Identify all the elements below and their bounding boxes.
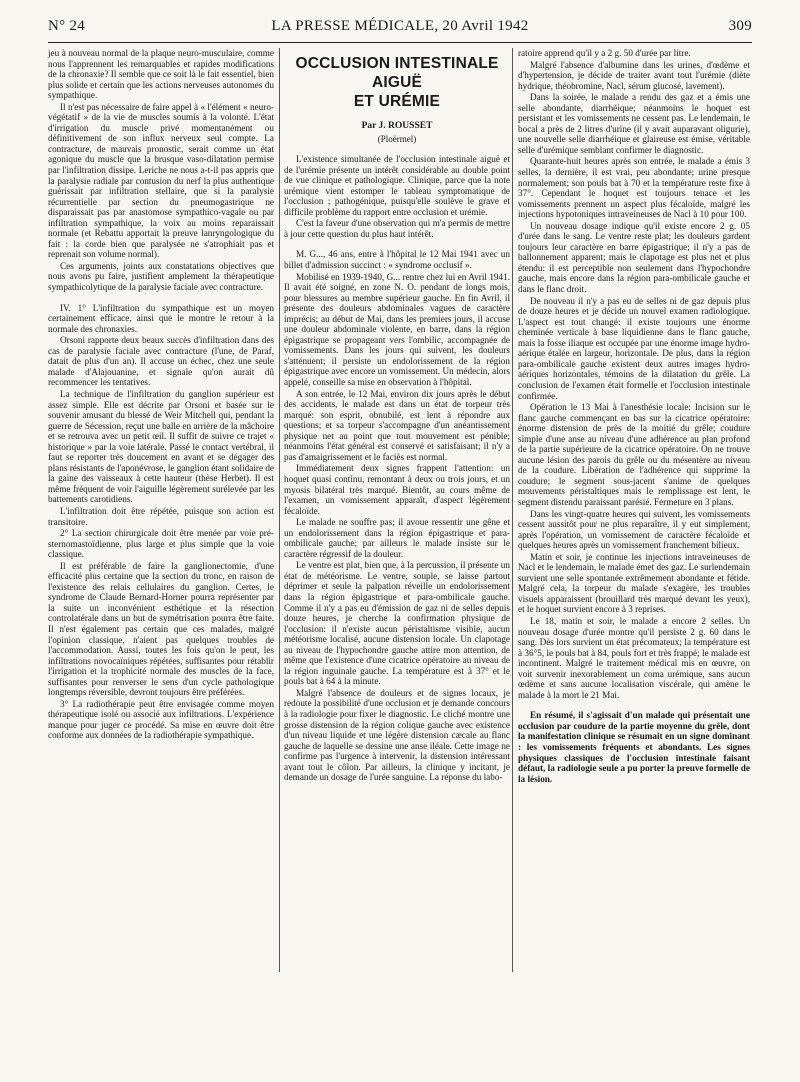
- paragraph: 2° La section chirurgicale doit être menée par voie pré-sternomastoïdienne, plus large et plus simple que la voie classique.: [48, 528, 274, 560]
- running-header: [48, 16, 752, 43]
- paragraph: Malgré l'absence de douleurs et de signes locaux, je redoute la possibilité d'une occlusion et je demande concours à la radiologie pour fixer le diagnostic. Le cliché montre une grosse distension de la région colique gauche avec existence d'un niveau liquide et une légère distension cæcale au flanc gauche de laquelle se dessine une anse iléale. Cette image ne confirme pas l'urgence à intervenir, la distension intéressant avant tout le côlon. Par ailleurs, la clinique y incitant, je demande un dosage de l'urée sanguine. La réponse du labo-: [284, 687, 510, 783]
- paragraph: La technique de l'infiltration du ganglion supérieur est assez simple. Elle est décrite par Orsoni et basée sur le souvenir amusant du blessé de Weir Mitchell qui, pendant la guerre de Sécession, reçut une balle en arrière de la mâchoire et se retrouva avec un petit œil. Il suffit de suivre ce trajet « historique » par la voie latérale. Passé le contact vertébral, il faut se reporter très doucement en avant et se dégager des plans résistants de l'aponévrose, le ganglion étant solidaire de la gaine des vaisseaux à cette hauteur (thèse Herbet). Il est même fréquent de voir l'aiguille légèrement surélevée par les battements carotidiens.: [48, 388, 274, 505]
- paragraph: M. G..., 46 ans, entre à l'hôpital le 12 Mai 1941 avec un billet d'admission succinct : « syndrome occlusif ».: [284, 249, 510, 271]
- paragraph: IV. 1° L'infiltration du sympathique est un moyen certainement efficace, ainsi que le montre le retour à la normale des chronaxies.: [48, 302, 274, 334]
- paragraph: Le ventre est plat, bien que, à la percussion, il présente un état de météorisme. Le ventre, souple, se laisse partout déprimer et seule la palpation réveille un endolorissement dans la région épigastrique et para-ombilicale gauche. Comme il n'y a pas eu d'émission de gaz ni de selles depuis douze heures, je cherche la confirmation physique de l'occlusion: il n'existe aucun péristaltisme visible, aucun météorisme localisé, aucune distension locale. Un clapotage au niveau de l'hypochondre gauche attire mon attention, de même que l'existence d'une cicatrice opératoire au niveau de la région inguinale gauche. La température est à 37° et le pouls bat à 64 à la minute.: [284, 560, 510, 687]
- article-title-line-3: ET URÉMIE: [353, 93, 441, 110]
- page-number: 309: [728, 18, 752, 34]
- paragraph: Le 18, matin et soir, le malade a encore 2 selles. Un nouveau dosage d'urée montre qu'il persiste 2 g. 60 dans le sang. Dès lors survient un état précomateux; la température est à 36°5, le pouls bat à 84, pouls fort et très frappé; le malade est incontinent. Malgré le traitement médical mis en œuvre, on voit survenir inexorablement un coma urémique, sans aucun œdème et sans aucune localisation viscérale, qui amène le malade à la mort le 21 Mai.: [518, 615, 750, 700]
- paragraph: Malgré l'absence d'albumine dans les urines, d'œdème et d'hypertension, je décide de traiter avant tout l'urémie (diète hydrique, théobromine, Nacl, sérum glucosé, lavement).: [518, 59, 750, 91]
- paragraph: C'est la faveur d'une observation qui m'a permis de mettre à jour cette question du plus haut intérêt.: [284, 218, 510, 239]
- column-divider-right: [512, 48, 513, 972]
- article-title-line-2: AIGUË: [371, 74, 423, 91]
- paragraph: 3° La radiothérapie peut être envisagée comme moyen thérapeutique isolé ou associé aux infiltrations. L'expérience manque pour juger ce procédé. Sa mise en œuvre doit être conforme aux données de la radiothérapie sympathique.: [48, 698, 274, 741]
- paragraph: Il est préférable de faire la ganglionectomie, d'une efficacité plus certaine que la section du tronc, en raison de l'existence des relais cellulaires du ganglion. Certes, le syndrome de Claude Bernard-Horner pourra représenter par la suite un inconvénient esthétique et la résection controlatérale dans un but de symétrisation pourra être faite. Il n'est également pas certain que ces malades, malgré l'opinion classique, n'aient pas quelques troubles de l'accommodation. Aussi, toutes les fois qu'on le peut, les infiltrations novocaïniques répétées, suffisantes pour rétablir l'irrigation et la trophicité normale des muscles de la face, suffisantes pour renverser le sens d'un cycle pathologique longtemps réversible, devront toujours être préférées.: [48, 560, 274, 698]
- paragraph: Immédiatement deux signes frappent l'attention: un hoquet quasi continu, remontant à deux ou trois jours, et un myosis bilatéral très marqué. Bientôt, au cours même de l'examen, un vomissement apparaît, d'aspect légèrement fécaloïde.: [284, 463, 510, 516]
- article-place: (Ploërmel): [377, 133, 417, 144]
- article-author: Par J. ROUSSET: [361, 121, 433, 131]
- paragraph: Orsoni rapporte deux beaux succès d'infiltration dans des cas de paralysie faciale avec contracture (l'une, de Paraf, datait de plus d'un an). Il accuse un échec, chez une seule malade d'Alajouanine, et signale qu'on aurait dû recommencer les tentatives.: [48, 335, 274, 388]
- paragraph: De nouveau il n'y a pas eu de selles ni de gaz depuis plus de douze heures et je décide un nouvel examen radiologique. L'aspect est tout changé: il existe toujours une énorme cheminée verticale à base liquidienne dans le flanc gauche, mais la fosse iliaque est occupée par une énorme image hydro-aérique étalée en largeur, horizontale. De plus, dans la région para-ombilicale gauche existent deux autres images hydro-aériques horizontales, témoins de la dilatation du grêle. La conclusion de l'examen était formelle et l'occlusion intestinale confirmée.: [518, 295, 750, 401]
- paragraph: Dans les vingt-quatre heures qui suivent, les vomissements cessent aussitôt pour ne plus reparaître, il y eut simplement, après l'opération, un vomissement de caractère fécaloïde et quelques heures après un vomissement franchement bilieux.: [518, 508, 750, 551]
- paragraph: Quarante-huit heures après son entrée, le malade a émis 3 selles, la dernière, il est vrai, peu abondante; urine presque normalement; son pouls bat à 70 et la température reste fixe à 37°. Cependant le hoquet est toujours tenace et les vomissements prennent un aspect plus fécaloïde, malgré les injections hypotoniques intraveineuses de Nacl à 10 pour 100.: [518, 156, 750, 220]
- right-column: [518, 48, 750, 784]
- paragraph: Dans la soirée, le malade a rendu des gaz et a émis une selle abondante, diarrhéique; néanmoins le hoquet est persistant et les vomissements ne cessent pas. Le lendemain, le bocal a près de 2 litres d'urine (il y avait auparavant oligurie), une nouvelle selle diarrhéique et glaireuse est émise, véritable selle d'urémique semblant confirmer le diagnostic.: [518, 92, 750, 155]
- paragraph: Il n'est pas nécessaire de faire appel à « l'élément « neuro-végétatif » de la vie de muscles soumis à la volonté. L'état d'irrigation du muscle privé momentanément ou définitivement de son influx nerveux seul compte. La contracture, de mauvais pronostic, serait comme un état agonique du muscle que la brusque vaso-dilatation permise par l'infiltration dissipe. Leriche ne nous a-t-il pas appris que la paralysie radiale par contusion du nerf la plus authentique guérissait par infiltration stellaire, que si la paralysie récurrentielle par section du pneumogastrique ne disparaissait pas par anastomose sympathico-vagale ou par infiltration sympathique, la voix au moins reparaissait normale (et Rebattu apportait la preuve lanryngologique du fait : la corde bien que paralysée ne s'atrophiait pas et reprenait son volume normal).: [48, 101, 274, 260]
- column-divider-left: [279, 48, 280, 972]
- paragraph: L'infiltration doit être répétée, puisque son action est transitoire.: [48, 505, 274, 527]
- issue-number: N° 24: [48, 18, 86, 34]
- paragraph: Un nouveau dosage indique qu'il existe encore 2 g. 05 d'urée dans le sang. Le ventre reste plat; les douleurs gardent toujours leur caractère en barre épigastrique; il n'y a pas de ballonnement apparent; mais le clapotage est plus net et plus étendu: il est perceptible non seulement dans l'hypochondre gauche, mais encore dans la région para-ombilicale gauche et dans le flanc droit.: [518, 220, 750, 295]
- paragraph: Opération le 13 Mai à l'anesthésie locale: Incision sur le flanc gauche commençant en bas sur la cicatrice opératoire: énorme distension de près de la moitié du grêle; coudure simple d'une anse au niveau d'une adhérence au plan profond de la partie supérieure de la cicatrice opératoire. On ne trouve aucune lésion des parois du grêle ou du mésentère au niveau de la coudure. Libération de l'adhérence qui supprime la coudure; le segment sous-jacent s'anime de quelques mouvements péristaltiques mais le remplissage est lent, le segment distendu paraissant parésié. Fermeture en 3 plans.: [518, 402, 750, 507]
- paragraph: Le malade ne souffre pas; il avoue ressentir une gêne et un endolorissement dans la région épigastrique et para-ombilicale gauche; par ailleurs le malade insiste sur le caractère régressif de la douleur.: [284, 517, 510, 559]
- paragraph: ratoire apprend qu'il y a 2 g. 50 d'urée par litre.: [518, 48, 691, 58]
- paragraph: L'existence simultanée de l'occlusion intestinale aiguë et de l'urémie présente un intérêt considérable au double point de vue clinique et pathologique. Clinique, parce que la note urémique vient estomper le tableau symptomatique de l'occlusion ; pathogénique, puisqu'elle soulève le grave et difficile problème du rapport entre occlusion et urémie.: [284, 154, 510, 217]
- middle-column: [284, 48, 510, 783]
- article-title-line-1: OCCLUSION INTESTINALE: [295, 55, 499, 72]
- paragraph: jeu à nouveau normal de la plaque neuro-musculaire, comme nous l'apprennent les remarquables et rapides modifications de la chronaxie? Il semble que ce soit là le fait essentiel, bien plus solide et certain que les actions nerveuses autonomes du sympathique.: [48, 48, 274, 101]
- article-heading: [284, 54, 510, 144]
- paragraph: Mobilisé en 1939-1940, G... rentre chez lui en Avril 1941. Il avait été soigné, en zone N. O. pendant de longs mois, pour blessures au membre supérieur gauche. En fin Avril, il présente des douleurs abdominales vagues de caractère imprécis; au début de Mai, dans les premiers jours, il accuse une douleur abdominale violente, en barre, dans la région épigastrique se propageant vers l'ombilic, accompagnée de vomissements. Dans les jours qui suivent, les douleurs s'atténuent; il persiste un endolorissement de la région épigastrique avec encore un vomissement. Un médecin, alors appelé, conseille sa mise en observation à l'hôpital.: [284, 271, 510, 388]
- paragraph: Matin et soir, je continue les injections intraveineuses de Nacl et le lendemain, le malade émet des gaz. Le surlendemain survient une selle spontanée extrêmement abondante et fétide. Malgré cela, la torpeur du malade s'exagère, les troubles visuels apparaissent (brouillard très marqué devant les yeux), et le hoquet survient encore à 3 reprises.: [518, 551, 750, 615]
- journal-title: LA PRESSE MÉDICALE, 20 Avril 1942: [271, 18, 529, 34]
- paragraph: A son entrée, le 12 Mai, environ dix jours après le début des accidents, le malade est dans un état de torpeur très marqué: son esprit, obnubilé, est lent à répondre aux questions; et sa torpeur s'accompagne d'un anéantissement physique net au point que tout mouvement est pénible; néanmoins l'état général est conservé et satisfaisant; il n'y a pas d'amaigrissement et le faciès est normal.: [284, 388, 510, 462]
- summary-paragraph: En résumé, il s'agissait d'un malade qui présentait une occlusion par coudure de la partie moyenne du grêle, dont la manifestation clinique se résumait en un signe dominant : les vomissements fréquents et abondants. Les signes physiques classiques de l'occlusion intestinale faisant défaut, la radiologie seule a pu porter la preuve formelle de la lésion.: [518, 710, 750, 784]
- paragraph: Ces arguments, joints aux constatations objectives que nous avons pu faire, justifient amplement la thérapeutique sympathicolytique de la paralysie faciale avec contracture.: [48, 260, 274, 293]
- left-column: [48, 48, 274, 741]
